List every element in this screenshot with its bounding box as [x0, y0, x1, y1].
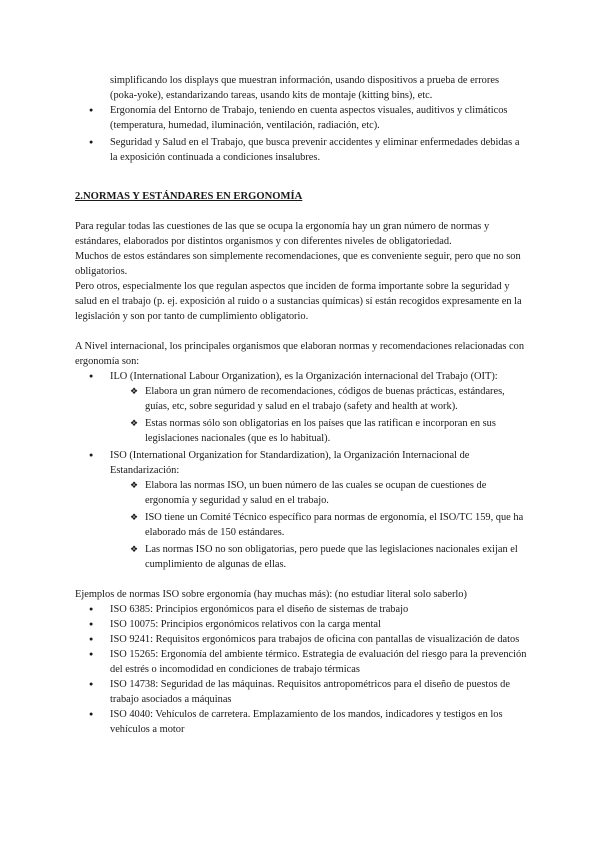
section-heading-block [75, 189, 527, 204]
list-item: ● ISO 14738: Seguridad de las máquinas. Requisitos antropométricos para el diseño de puestos de trabajo asociados a máquinas [75, 677, 527, 707]
org-name: ● ISO (International Organization for Standardization), la Organización Internacional de Estandarización: [75, 448, 527, 478]
section-body [75, 219, 527, 737]
paragraph: Para regular todas las cuestiones de las que se ocupa la ergonomía hay un gran número de normas y estándares, elaborados por distintos organismos y con diferentes niveles de obligatoriedad. [75, 221, 490, 247]
list-item: ❖ Estas normas sólo son obligatorias en los países que las ratifican e incorporan en sus legislaciones nacionales (que es lo habitual). [75, 416, 527, 446]
list-item: ❖ Elabora las normas ISO, un buen número de las cuales se ocupan de cuestiones de ergonomía y seguridad y salud en el trabajo. [75, 478, 527, 508]
list-item: ● ISO 6385: Principios ergonómicos para el diseño de sistemas de trabajo [75, 602, 527, 617]
list-item: ● ISO 10075: Principios ergonómicos relativos con la carga mental [75, 617, 527, 632]
paragraph: Pero otros, especialmente los que regulan aspectos que inciden de forma importante sobre la seguridad y salud en el trabajo (p. ej. exposición al ruido o a sustancias químicas) sí están recogidos expresamente en la legislación y son por tanto de cumplimiento obligatorio. [75, 281, 522, 322]
intro-bullet-list [75, 103, 527, 165]
list-item: ● Ergonomía del Entorno de Trabajo, teniendo en cuenta aspectos visuales, auditivos y climáticos (temperatura, humedad, iluminación, ventilación, radiación, etc). [75, 103, 527, 133]
org-name: ● ILO (International Labour Organization), es la Organización internacional del Trabajo (OIT): [75, 369, 527, 384]
org-item [75, 448, 527, 572]
org-points [75, 384, 527, 446]
org-item [75, 369, 527, 446]
list-item: ● ISO 9241: Requisitos ergonómicos para trabajos de oficina con pantallas de visualización de datos [75, 632, 527, 647]
list-item: ● Seguridad y Salud en el Trabajo, que busca prevenir accidentes y eliminar enfermedades debidas a la exposición continuada a condiciones insalubres. [75, 135, 527, 165]
list-item: ❖ Las normas ISO no son obligatorias, pero puede que las legislaciones nacionales exijan el cumplimiento de algunas de ellas. [75, 542, 527, 572]
orgs-intro: A Nivel internacional, los principales organismos que elaboran normas y recomendaciones relacionadas con ergonomía son: [75, 341, 525, 367]
org-points [75, 478, 527, 572]
list-item: ● ISO 4040: Vehículos de carretera. Emplazamiento de los mandos, indicadores y testigos en los vehículos a motor [75, 707, 527, 737]
list-item: ❖ ISO tiene un Comité Técnico específico para normas de ergonomía, el ISO/TC 159, que ha elaborado más de 150 estándares. [75, 510, 527, 540]
intro-block [75, 73, 527, 165]
list-item: ❖ Elabora un gran número de recomendaciones, códigos de buenas prácticas, estándares, guías, etc, sobre seguridad y salud en el trabajo (safety and health at work). [75, 384, 527, 414]
examples-intro: Ejemplos de normas ISO sobre ergonomía (hay muchas más): (no estudiar literal solo saberlo) [75, 589, 467, 600]
paragraph: Muchos de estos estándares son simplemente recomendaciones, que es conveniente seguir, pero que no son obligatorios. [75, 251, 521, 277]
section-heading: 2.NORMAS Y ESTÁNDARES EN ERGONOMÍA [75, 191, 303, 202]
intro-continuation: simplificando los displays que muestran información, usando dispositivos a prueba de errores (poka-yoke), estandarizando tareas, usando kits de montaje (kitting bins), etc. [110, 75, 499, 101]
list-item: ● ISO 15265: Ergonomía del ambiente térmico. Estrategia de evaluación del riesgo para la prevención del estrés o incomodidad en condiciones de trabajo térmicas [75, 647, 527, 677]
examples-list [75, 602, 527, 737]
orgs-list [75, 369, 527, 572]
